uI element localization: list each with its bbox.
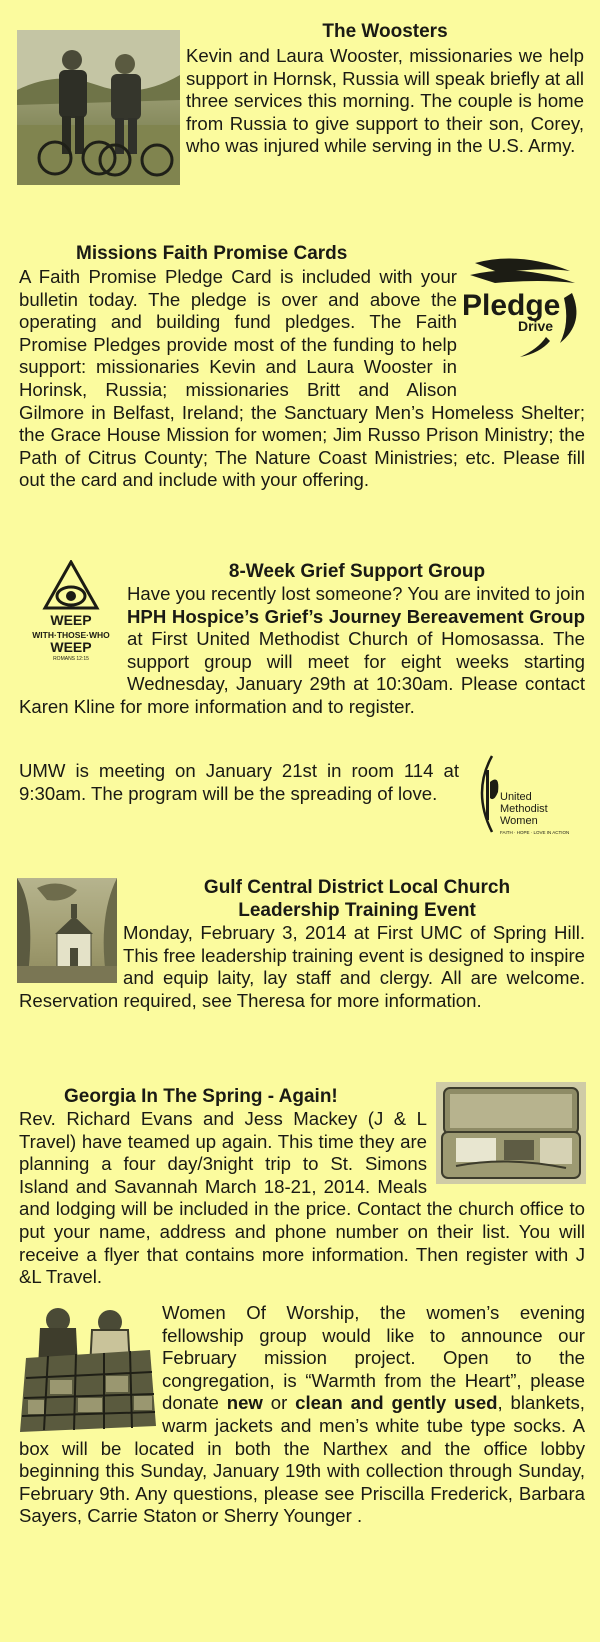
wow-body [19,1302,585,1528]
wow-bold-new: new [226,1392,263,1414]
missions-text: A Faith Promise Pledge Card is included with your bulletin today. The pledge is over and above the operating and building fund pledges. The Faith Promise Pledges provide most of the funding to help support: missionaries Kevin and Laura Wooster in Horinsk, Russia; missionaries Britt and Alison Gilmore in Belfast, Ireland; the Sanctuary Men’s Homeless Shelter; the Grace House Mission for women; Jim Russo Prison Ministry; the Path of Citrus County; The Nature Coast Ministries; etc. Please fill out the card and include with your offering. [19,266,585,491]
gulf-title [128,876,586,922]
gulf-body [19,922,585,1012]
woosters-body: Kevin and Laura Wooster, missionaries we help support in Hornsk, Russia will speak briefly at all three services this morning. The couple is home from Russia to give support to their son, Corey, who was injured while serving in the U.S. Army. [186,45,584,157]
umw-logo [470,752,585,838]
gulf-title-line-2: Leadership Training Event [238,900,476,921]
umw-logo-1: United [500,791,532,803]
umw-logo-2: Methodist [500,803,548,815]
georgia-title: Georgia In The Spring - Again! [64,1086,338,1107]
georgia-text: Rev. Richard Evans and Jess Mackey (J & L Travel) have teamed up again. This time they are planning a four day/3night trip to St. Simons Island and Savannah March 18-21, 2014. Meals and lodging will be included in the price. Contact the church office to put your name, address and phone number on their list. You will receive a flyer that contains more information. Then register with J &L Travel. [19,1108,585,1288]
missions-title: Missions Faith Promise Cards [76,243,348,264]
weep-wrap-space [19,583,127,695]
wow-text-a: Women Of Worship, the women’s evening fellowship group would like to announce our February mission project. Open to the congregation, is “Warmth from the Heart”, please donate [162,1302,585,1414]
grief-text-a: Have you recently lost someone? You are invited to join [127,583,585,604]
umw-body: UMW is meeting on January 21st in room 114 at 9:30am. The program will be the spreading of love. [19,760,459,804]
grief-text-b: at First United Methodist Church of Homosassa. The support group will meet for eight weeks starting Wednesday, January 29th at 10:30am. Please contact Karen Kline for more information and to register. [19,628,585,717]
wow-text-c: , blankets, warm jackets and men’s white tube type socks. A box will be located in both the Narthex and the office lobby beginning this Sunday, January 19th with collection through Sunday, February 9th. Any questions, please see Priscilla Frederick, Barbara Sayers, Carrie Staton or Sherry Younger . [19,1392,585,1527]
woosters-photo [17,30,180,185]
gulf-text: Monday, February 3, 2014 at First UMC of Spring Hill. This free leadership training event is designed to inspire and equip laity, lay staff and clergy. All are welcome. Reservation required, see Theresa for more information. [19,922,585,1011]
weep-line-2: WITH·THOSE·WHO [32,630,110,640]
woosters-title: The Woosters [322,21,448,42]
grief-text-bold: HPH Hospice’s Grief’s Journey Bereavement Group [127,605,585,627]
weep-line-3: WEEP [50,639,92,655]
missions-body [19,266,585,492]
pledge-logo-text: Pledge [462,289,561,322]
logo-wrap-space [457,266,585,382]
grief-title: 8-Week Grief Support Group [228,561,486,582]
umw-logo-tag: FAITH · HOPE · LOVE IN ACTION [500,830,570,835]
grief-body [19,583,585,719]
suitcase-wrap-space [427,1108,585,1190]
weep-ref: ROMANS 12:15 [53,656,89,660]
church-wrap-space [19,922,123,988]
quilters-wrap-space [19,1302,162,1437]
wow-bold-clean: clean and gently used [295,1392,498,1414]
gulf-title-line-1: Gulf Central District Local Church [203,877,511,898]
wow-text-b: or [262,1392,296,1414]
georgia-body [19,1108,585,1289]
weep-line-1: WEEP [50,612,92,628]
drive-logo-text: Drive [518,318,554,334]
umw-logo-3: Women [500,815,538,827]
